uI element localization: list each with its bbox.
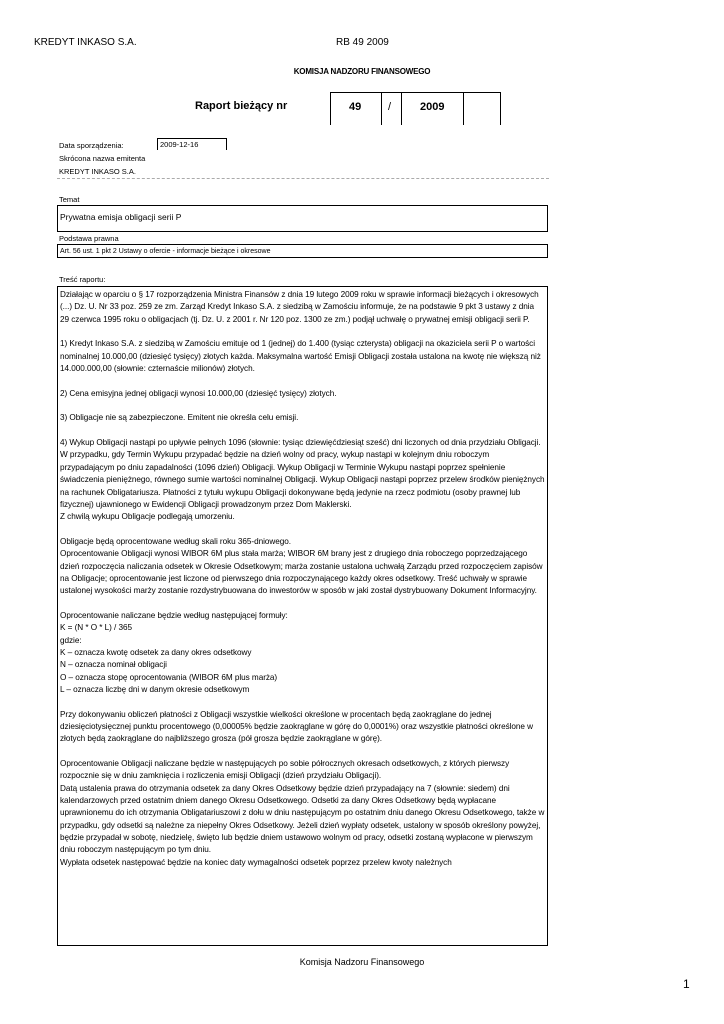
footer-text: Komisja Nadzoru Finansowego <box>299 957 425 967</box>
content-label: Treść raportu: <box>59 275 106 284</box>
report-box-line <box>381 92 382 125</box>
date-label: Data sporządzenia: <box>59 141 124 150</box>
report-content <box>58 287 547 869</box>
short-name-label: Skrócona nazwa emitenta <box>59 154 146 163</box>
report-number: 49 <box>349 101 362 113</box>
content-paragraph: 1) Kredyt Inkaso S.A. z siedzibą w Zamościu emituje od 1 (jednej) do 1.400 (tysiąc czterysta) obligacji na okaziciela serii P o wartości nominalnej 10.000,00 (dziesięć tysięcy) złotych każda. Maksymalna wartość Emisji Obligacji została ustalona na kwotę nie większą niż 14.000.000,00 (słownie: czternaście milionów) złotych. <box>60 339 541 374</box>
content-paragraph: Działając w oparciu o § 17 rozporządzenia Ministra Finansów z dnia 19 lutego 2009 roku w sprawie informacji bieżących i okresowych (...) Dz. U. Nr 33 poz. 259 ze zm. Zarząd Kredyt Inkaso S.A. z siedzibą w Zamościu informuje, że na podstawie 9 pkt 3 ustawy z dnia 29 czerwca 1995 roku o obligacjach (tj. Dz. U. z 2001 r. Nr 120 poz. 1300 ze zm.) podjął uchwałę o prywatnej emisji obligacji serii P. <box>60 290 539 324</box>
content-paragraph: Przy dokonywaniu obliczeń płatności z Obligacji wszystkie wielkości określone w procentach będą zaokrąglane do jednej dziesięciotysięcznej punktu procentowego (0,00005% będzie zaokrąglane w górę do 0,0001%) oraz wszystkie płatności określone w złotych będą zaokrąglane do najbliższego grosza (pół grosza będzie zaokrąglane w górę). <box>60 709 533 744</box>
report-box-line <box>401 92 402 125</box>
content-paragraph: Obligacje będą oprocentowane według skali roku 365-dniowego. Oprocentowanie Obligacji wynosi WIBOR 6M plus stała marża; WIBOR 6M brany jest z drugiego dnia roboczego poprzedzającego dzień rozpoczęcia naliczania odsetek w Okresie Odsetkowym; marża zostanie ustalona uchwałą Zarządu przed rozpoczęciem zapisów na Obligacje; oprocentowanie jest liczone od pierwszego dnia rozpoczynającego każdy okres odsetkowy. Treść uchwały w sprawie ustalonej wysokości marży zostanie rozdystrybuowana do inwestorów w sposób w jaki został dystrybuowany Dokument Informacyjny. <box>60 536 543 596</box>
report-content-box <box>57 286 548 946</box>
content-paragraph: Oprocentowanie naliczane będzie według następującej formuły: K = (N * O * L) / 365 gdzie: K – oznacza kwotę odsetek za dany okres odsetkowy N – oznacza nominał obligacji O – oznacza stopę oprocentowania (WIBOR 6M plus marża) L – oznacza liczbę dni w danym okresie odsetkowym <box>60 610 288 694</box>
content-paragraph: Oprocentowanie Obligacji naliczane będzie w następujących po sobie półrocznych okresach odsetkowych, z których pierwszy rozpocznie się w dniu zamknięcia i rozliczenia emisji Obligacji (dzień przydziału Obligacji). Datą ustalenia prawa do otrzymania odsetek za dany Okres Odsetkowy będzie dzień przypadający na 7 (słownie: siedem) dni kalendarzowych przed ostatnim dniem danego Okresu Odsetkowego. Odsetki za dany Okres Odsetkowy będą wypłacane uprawnionemu do ich otrzymania Obligatariuszowi z dołu w dniu następującym po ostatnim dniu danego Okresu Odsetkowego, także w przypadku, gdy odsetki są należne za niepełny Okres Odsetkowy. Jeżeli dzień wypłaty odsetek, ustalony w sposób określony powyżej, będzie przypadał w sobotę, niedzielę, święto lub będzie dniem ustawowo wolnym od pracy, odsetki zostaną wypłacone w pierwszym dniu roboczym następującym po tym dniu. Wypłata odsetek następować będzie na koniec daty wymagalności odsetek poprzez przelew kwoty należnych <box>60 759 545 867</box>
authority-title: KOMISJA NADZORU FINANSOWEGO <box>293 67 431 76</box>
report-year: 2009 <box>420 101 445 113</box>
page-number: 1 <box>683 977 690 991</box>
separator-dashed <box>57 178 549 179</box>
short-name-value: KREDYT INKASO S.A. <box>59 167 136 176</box>
content-paragraph: 3) Obligacje nie są zabezpieczone. Emitent nie określa celu emisji. <box>60 413 299 423</box>
header-company: KREDYT INKASO S.A. <box>34 37 137 48</box>
report-title: Raport bieżący nr <box>195 100 288 112</box>
content-paragraph: 2) Cena emisyjna jednej obligacji wynosi 10.000,00 (dziesięć tysięcy) złotych. <box>60 388 337 398</box>
report-box-line <box>463 92 464 125</box>
subject-field: Prywatna emisja obligacji serii P <box>57 205 548 232</box>
header-report-ref: RB 49 2009 <box>336 37 389 48</box>
legal-basis-label: Podstawa prawna <box>59 234 119 243</box>
report-box-line <box>330 92 331 125</box>
content-paragraph: 4) Wykup Obligacji nastąpi po upływie pełnych 1096 (słownie: tysiąc dziewięćdziesiąt sześć) dni liczonych od dnia przydziału Obligacji. W przypadku, gdy Termin Wykupu przypadać będzie na dzień wolny od pracy, wykup nastąpi w kolejnym dniu roboczym przypadającym po dniu zapadalności (1096 dzień) Obligacji. Wykup Obligacji w Terminie Wykupu nastąpi poprzez spełnienie świadczenia pieniężnego, równego sumie wartości nominalnej Obligacji. Wykup Obligacji nastąpi poprzez przelew środków pieniężnych na rachunek Obligatariusza. Płatności z tytułu wykupu Obligacji dokonywane będą jedynie na rzecz podmiotu (osoby prawnej lub fizycznej) ujawnionego w Ewidencji Obligacji prowadzonym przez Dom Maklerski. Z chwilą wykupu Obligacje podlegają umorzeniu. <box>60 438 545 522</box>
report-box-top <box>330 92 501 93</box>
subject-label: Temat <box>59 195 80 204</box>
report-separator: / <box>388 101 392 113</box>
report-box-line <box>500 92 501 125</box>
legal-basis-field: Art. 56 ust. 1 pkt 2 Ustawy o ofercie - informacje bieżące i okresowe <box>57 244 548 258</box>
date-field: 2009-12-16 <box>157 138 227 150</box>
